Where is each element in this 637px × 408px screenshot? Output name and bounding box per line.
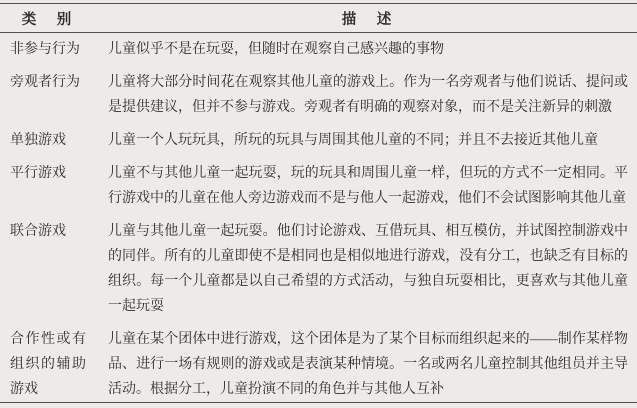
table-row: [10, 219, 628, 319]
category-cell: 非参与行为: [10, 42, 80, 57]
category-cell: 合作性或有组织的辅助游戏: [10, 332, 86, 397]
table-bottom-rule: [0, 402, 637, 403]
column-header-category: 类 别: [21, 11, 75, 28]
category-cell: 联合游戏: [10, 224, 66, 239]
column-header-description: 描 述: [341, 11, 395, 28]
table-header-row: [0, 4, 637, 32]
description-cell: 儿童似乎不是在玩耍，但随时在观察自己感兴趣的事物: [108, 42, 444, 57]
description-cell: 儿童不与其他儿童一起玩耍，玩的玩具和周围儿童一样，但玩的方式不一定相同。平行游戏中的儿童在他人旁边游戏而不是与他人一起游戏，他们不会试图影响其他儿童: [108, 166, 628, 206]
table-row: [10, 37, 628, 62]
category-cell: 平行游戏: [10, 166, 66, 181]
description-cell: 儿童在某个团体中进行游戏，这个团体是为了某个目标而组织起来的——制作某样物品、进行一场有规则的游戏或是表演某种情境。一名或两名儿童控制其他组员并主导活动。根据分工，儿童扮演不同的角色并与其他人互补: [108, 332, 628, 397]
table-row: [10, 128, 628, 153]
category-cell: 单独游戏: [10, 133, 66, 148]
description-cell: 儿童一个人玩玩具，所玩的玩具与周围其他儿童的不同；并且不去接近其他儿童: [108, 133, 598, 148]
description-cell: 儿童与其他儿童一起玩耍。他们讨论游戏、互借玩具、相互模仿，并试图控制游戏中的同伴。所有的儿童即使不是相同也是相似地进行游戏，没有分工，也缺乏有目标的组织。每一个儿童都是以自己希望的方式活动，与独自玩耍相比，更喜欢与其他儿童一起玩耍: [108, 224, 628, 314]
description-cell: 儿童将大部分时间花在观察其他儿童的游戏上。作为一名旁观者与他们说话、提问或是提供建议，但并不参与游戏。旁观者有明确的观察对象，而不是关注新异的刺激: [108, 75, 628, 115]
table-row: [10, 161, 628, 211]
table-row: [10, 327, 628, 402]
table-body: [0, 33, 637, 402]
table-row: [10, 70, 628, 120]
category-cell: 旁观者行为: [10, 75, 80, 90]
